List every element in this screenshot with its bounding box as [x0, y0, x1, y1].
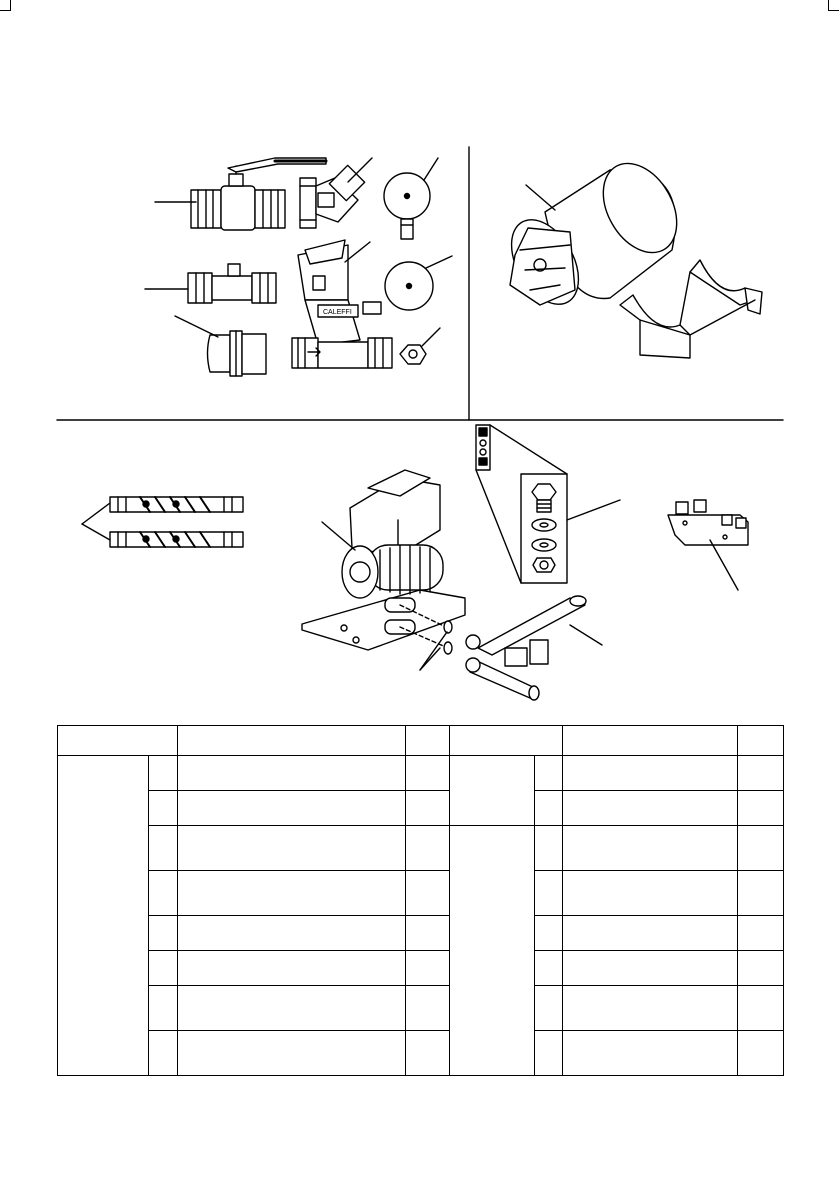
item-number-right — [535, 756, 563, 791]
item-description-left — [178, 756, 406, 791]
item-qty-right — [738, 791, 784, 826]
item-description-right — [563, 951, 738, 986]
table-row — [58, 756, 784, 791]
leader-hose-2 — [82, 524, 110, 540]
table-row — [58, 986, 784, 1031]
leader-hex-nut — [422, 328, 440, 346]
item-number-right — [535, 791, 563, 826]
header-description-right — [563, 726, 738, 756]
section-cell-left — [58, 756, 149, 1076]
item-description-right — [563, 826, 738, 871]
section-cell-right-b — [450, 826, 535, 1076]
leader-bolt-kit — [567, 500, 620, 520]
item-description-right — [563, 791, 738, 826]
table-row — [58, 951, 784, 986]
item-qty-left — [406, 791, 450, 826]
hex-nut-icon — [400, 345, 426, 364]
item-qty-right — [738, 1031, 784, 1076]
header-qty-right — [738, 726, 784, 756]
item-number-left — [149, 951, 178, 986]
item-qty-left — [406, 916, 450, 951]
item-qty-right — [738, 986, 784, 1031]
leader-gauge-2 — [426, 256, 452, 268]
leader-bolt-kit-inset-1 — [490, 425, 567, 474]
item-number-right — [535, 916, 563, 951]
item-qty-left — [406, 756, 450, 791]
item-qty-right — [738, 826, 784, 871]
item-description-left — [178, 1031, 406, 1076]
item-qty-left — [406, 826, 450, 871]
item-number-right — [535, 986, 563, 1031]
item-description-left — [178, 791, 406, 826]
item-number-left — [149, 756, 178, 791]
item-description-left — [178, 871, 406, 916]
header-qty-left — [406, 726, 450, 756]
section-cell-right-a — [450, 756, 535, 826]
expansion-vessel-icon — [498, 150, 692, 315]
item-qty-left — [406, 951, 450, 986]
leader-pipe-assembly — [570, 625, 602, 645]
leader-mounting-clip — [710, 540, 738, 590]
item-description-left — [178, 826, 406, 871]
item-qty-right — [738, 916, 784, 951]
item-qty-right — [738, 871, 784, 916]
leader-bolt-kit-inset-2 — [476, 470, 521, 583]
caleffi-badge: CALEFFI — [323, 309, 352, 316]
table-header-row — [58, 726, 784, 756]
pressure-reducing-valve-icon — [292, 240, 392, 368]
leader-pressure-reducing-valve — [345, 242, 370, 262]
item-number-left — [149, 916, 178, 951]
item-number-left — [149, 986, 178, 1031]
item-description-right — [563, 916, 738, 951]
item-description-right — [563, 871, 738, 916]
item-description-right — [563, 986, 738, 1031]
item-number-left — [149, 791, 178, 826]
header-section-left — [58, 726, 178, 756]
bolt-kit-small-icon — [476, 425, 490, 470]
pressure-gauge-icon — [384, 173, 430, 239]
leader-hose-1 — [82, 503, 110, 524]
item-number-left — [149, 826, 178, 871]
item-description-left — [178, 986, 406, 1031]
leader-gauge-1 — [424, 158, 438, 180]
item-qty-right — [738, 756, 784, 791]
table-row — [58, 791, 784, 826]
leader-washer-2 — [420, 648, 440, 670]
adaptor-icon — [208, 331, 267, 376]
item-description-right — [563, 756, 738, 791]
item-number-right — [535, 826, 563, 871]
item-description-right — [563, 1031, 738, 1076]
leader-pump — [322, 522, 355, 550]
table-row — [58, 916, 784, 951]
bolt-kit-icon — [521, 474, 567, 583]
vessel-bracket-icon — [620, 260, 762, 358]
leader-expansion-vessel — [526, 185, 555, 210]
item-qty-right — [738, 951, 784, 986]
table-row — [58, 871, 784, 916]
header-section-right — [450, 726, 563, 756]
leader-washer-1 — [420, 632, 447, 670]
item-number-right — [535, 871, 563, 916]
item-number-right — [535, 1031, 563, 1076]
pipe-assembly-icon — [466, 596, 586, 700]
item-description-left — [178, 916, 406, 951]
tee-fitting-icon — [188, 264, 276, 303]
table-row — [58, 826, 784, 871]
booster-pump-icon — [302, 470, 465, 650]
parts-table — [57, 725, 784, 1076]
item-qty-left — [406, 986, 450, 1031]
leader-adaptor — [175, 316, 218, 337]
item-number-right — [535, 951, 563, 986]
header-description-left — [178, 726, 406, 756]
item-description-left — [178, 951, 406, 986]
item-qty-left — [406, 871, 450, 916]
item-qty-left — [406, 1031, 450, 1076]
mounting-clip-icon — [668, 500, 748, 545]
flexible-hose-icon — [110, 497, 243, 547]
item-number-left — [149, 1031, 178, 1076]
table-row — [58, 1031, 784, 1076]
item-number-left — [149, 871, 178, 916]
gauge-cap-icon — [385, 262, 433, 310]
